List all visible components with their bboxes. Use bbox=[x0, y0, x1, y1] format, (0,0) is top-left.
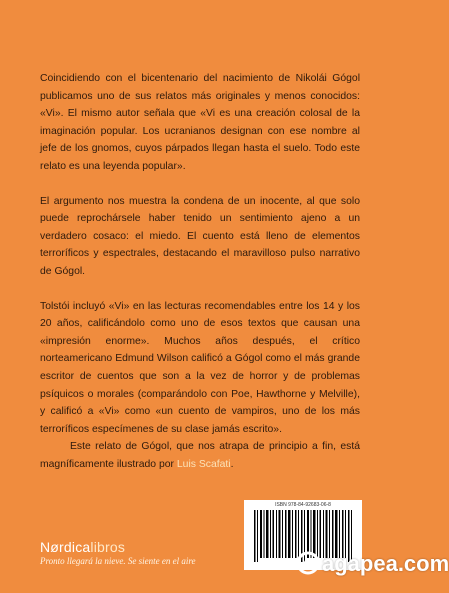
closing-text: Este relato de Gógol, que nos atrapa de principio a fin, está magníficamente ilustrado por bbox=[40, 441, 360, 470]
watermark-text: agapea.com bbox=[322, 551, 449, 576]
tagline: Pronto llegará la nieve. Se siente en el aire bbox=[40, 556, 196, 566]
watermark-logo-icon bbox=[296, 551, 320, 575]
closing-end: . bbox=[230, 458, 234, 470]
paragraph-1: Coincidiendo con el bicentenario del nacimiento de Nikolái Gógol publicamos uno de sus relatos más originales y menos conocidos: «Vi». El mismo autor señala que «Vi es una creación colosal de la imaginación popular. Los ucranianos designan con ese nombre al jefe de los gnomos, cuyos párpados llegan hasta el suelo. Todo este relato es una leyenda popular». bbox=[40, 73, 360, 172]
synopsis bbox=[40, 70, 360, 473]
illustrator-name: Luis Scafati bbox=[176, 458, 231, 470]
paragraph-3: Tolstói incluyó «Vi» en las lecturas recomendables entre los 14 y los 20 años, calificándolo como uno de esos textos que causan una «impresión enorme». Muchos años después, el crítico norteamericano Edmund Wilson calificó a Gógol como el más grande escritor de cuentos que son a la vez de horror y de problemas psíquicos o morales (comparándolo con Poe, Hawthorne y Melville), y calificó a «Vi» como «un cuento de vampiros, uno de los más terroríficos especímenes de su clase jamás escrito». bbox=[40, 300, 360, 435]
isbn-text: ISBN 978-84-92683-06-8 bbox=[275, 502, 331, 508]
publisher-logo bbox=[40, 539, 125, 555]
paragraph-2: El argumento nos muestra la condena de un inocente, al que solo puede reprochársele haber tenido un sentimiento ajeno a un verdadero cosaco: el miedo. El cuento está lleno de elementos terroríficos y espectrales, destacando el maravilloso pulso narrativo de Gógol. bbox=[40, 195, 360, 277]
watermark bbox=[292, 545, 449, 593]
paragraph-closing bbox=[40, 438, 360, 473]
publisher-name-part2: libros bbox=[90, 539, 126, 555]
publisher-name-part1: Nørdica bbox=[40, 539, 91, 555]
